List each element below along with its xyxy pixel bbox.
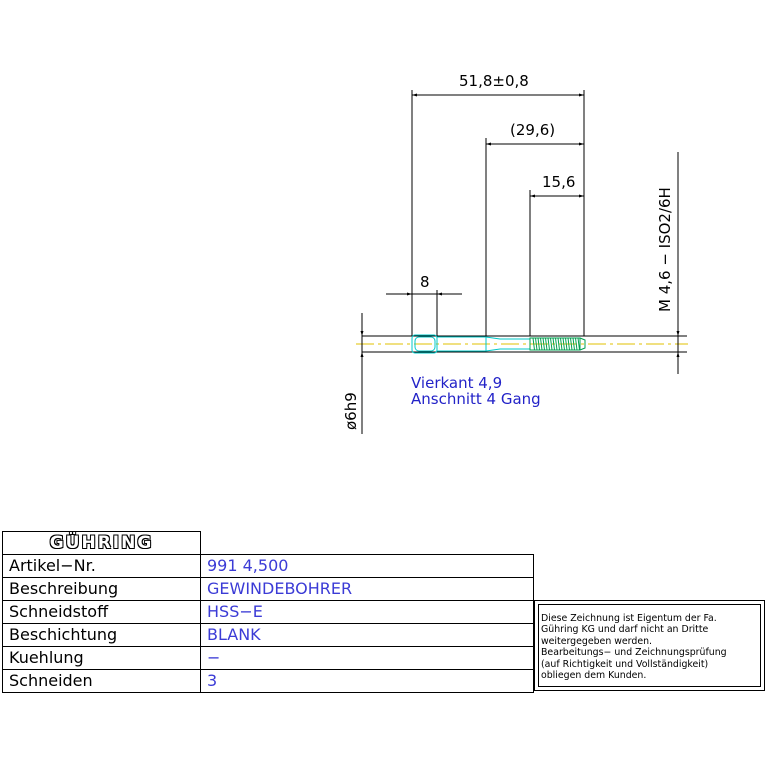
disclaimer-line: Gühring KG und darf nicht an Dritte (541, 624, 709, 636)
note-chamfer: Anschnitt 4 Gang (411, 390, 541, 408)
table-row (3, 601, 534, 624)
row-label: Schneidstoff (3, 601, 201, 624)
dim-thread-length: 15,6 (542, 173, 576, 191)
table-row (3, 555, 534, 578)
row-value: BLANK (201, 624, 534, 647)
thread-hatch-line (551, 338, 553, 350)
disclaimer-line: obliegen dem Kunden. (541, 670, 647, 682)
row-label: Schneiden (3, 670, 201, 693)
row-value: GEWINDEBOHRER (201, 578, 534, 601)
disclaimer-line: Diese Zeichnung ist Eigentum der Fa. (541, 613, 717, 624)
table-row (3, 624, 534, 647)
disclaimer-line: weitergegeben werden. (541, 635, 653, 647)
thread-hatch-line (556, 338, 558, 350)
dim-flute-length: (29,6) (510, 121, 556, 139)
dim-shank-diameter: ø6h9 (342, 392, 360, 430)
row-label: Beschreibung (3, 578, 201, 601)
table-row (3, 670, 534, 693)
extension-lines (362, 90, 678, 434)
disclaimer-line: (auf Richtigkeit und Vollständigkeit) (541, 658, 709, 670)
dim-square-length: 8 (420, 273, 430, 291)
table-row (3, 578, 534, 601)
row-value: 3 (201, 670, 534, 693)
row-value: HSS−E (201, 601, 534, 624)
row-value: 991 4,500 (201, 555, 534, 578)
note-square: Vierkant 4,9 (411, 374, 503, 392)
disclaimer-box (534, 600, 765, 691)
dim-thread-spec: M 4,6 − ISO2/6H (656, 187, 674, 312)
thread-section (530, 338, 585, 350)
guehring-logo: GÜHRING (49, 533, 154, 553)
title-block (2, 531, 534, 693)
thread-hatch-line (578, 338, 580, 350)
thread-hatch-line (548, 338, 550, 350)
row-value: − (201, 647, 534, 670)
dim-total-length: 51,8±0,8 (459, 72, 529, 90)
row-label: Artikel−Nr. (3, 555, 201, 578)
logo-cell (3, 532, 201, 555)
disclaimer-line: Bearbeitungs− und Zeichnungsprüfung (541, 647, 727, 659)
row-label: Beschichtung (3, 624, 201, 647)
disclaimer-text (538, 604, 761, 687)
row-label: Kuehlung (3, 647, 201, 670)
table-row (3, 647, 534, 670)
